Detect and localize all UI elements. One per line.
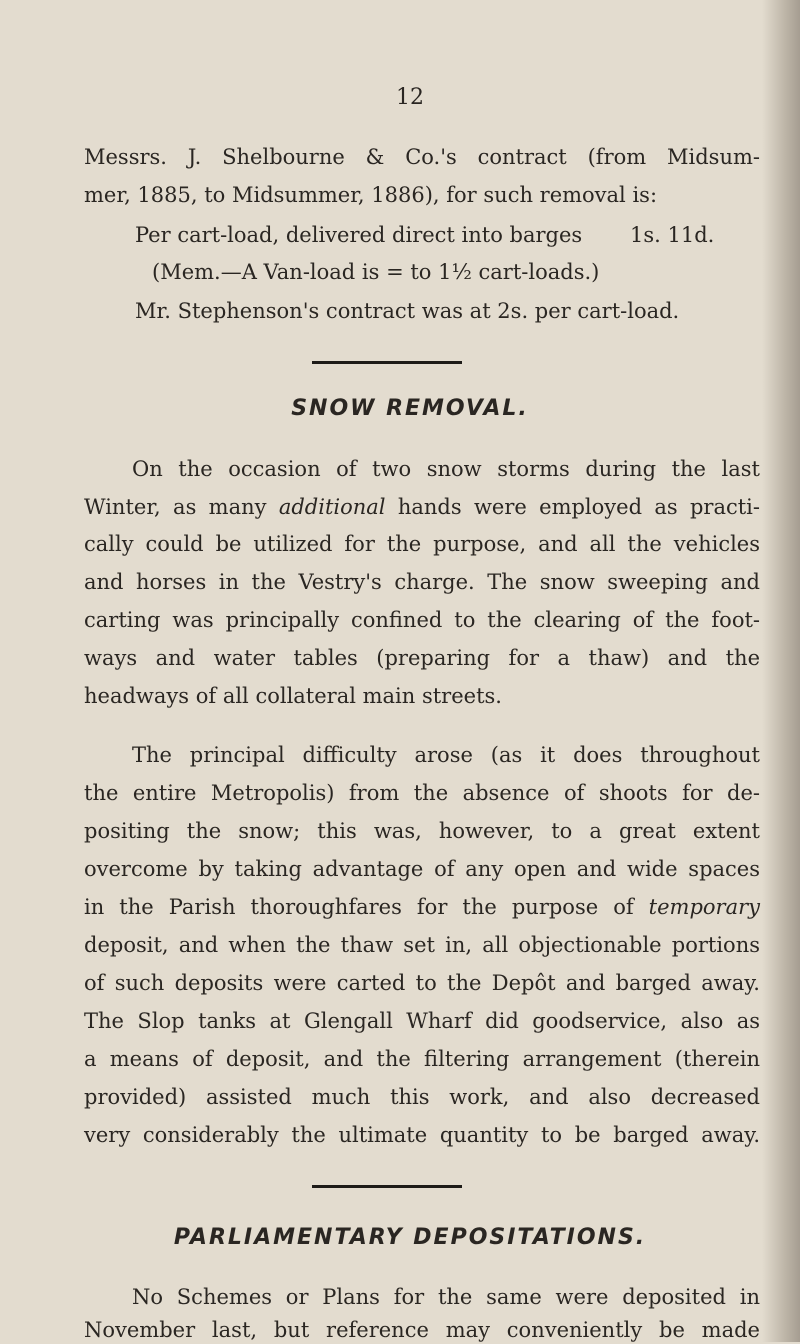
snow-p2-line-9: a means of deposit, and the filtering arrangement (therein [84, 1047, 760, 1071]
snow-p2-line-11: very considerably the ultimate quantity to be barged away. [84, 1123, 760, 1147]
snow-p2-line-3: positing the snow; this was, however, to a great extent [84, 819, 760, 843]
snow-p2-line-10: provided) assisted much this work, and also decreased [84, 1085, 760, 1109]
parliamentary-line-1: No Schemes or Plans for the same were deposited in [132, 1285, 760, 1309]
snow-p2-line-1: The principal difficulty arose (as it does throughout [132, 743, 760, 767]
section-divider-2 [312, 1185, 462, 1188]
snow-p2-line-7: of such deposits were carted to the Depôt and barged away. [84, 971, 760, 995]
snow-p2-line-5: in the Parish thoroughfares for the purpose of temporary [84, 895, 760, 919]
contract-line-2: mer, 1885, to Midsummer, 1886), for such removal is: [84, 183, 658, 207]
section-divider [312, 361, 462, 364]
stephenson-contract: Mr. Stephenson's contract was at 2s. per cart-load. [135, 299, 680, 323]
rate-value: 1s. 11d. [630, 223, 715, 247]
snow-removal-heading: SNOW REMOVAL. [291, 396, 529, 421]
rate-label: Per cart-load, delivered direct into barges [135, 223, 583, 247]
page-number: 12 [396, 85, 424, 110]
memo-line: (Mem.—A Van-load is = to 1½ cart-loads.) [152, 260, 600, 284]
snow-p2-line-6: deposit, and when the thaw set in, all objectionable portions [84, 933, 760, 957]
contract-line-1: Messrs. J. Shelbourne & Co.'s contract (from Midsum- [84, 145, 760, 169]
snow-p1-line-6: ways and water tables (preparing for a thaw) and the [84, 646, 760, 670]
parliamentary-heading: PARLIAMENTARY DEPOSITATIONS. [173, 1225, 647, 1250]
snow-p1-line-7: headways of all collateral main streets. [84, 684, 502, 708]
snow-p2-line-8: The Slop tanks at Glengall Wharf did goodservice, also as [84, 1009, 760, 1033]
snow-p1-line-1: On the occasion of two snow storms during the last [132, 457, 760, 481]
snow-p1-line-2: Winter, as many additional hands were employed as practi- [84, 495, 760, 519]
snow-p1-line-5: carting was principally confined to the clearing of the foot- [84, 608, 760, 632]
page-edge-shadow [762, 0, 800, 1342]
parliamentary-line-2: November last, but reference may conveniently be made [84, 1318, 760, 1342]
snow-p1-line-3: cally could be utilized for the purpose, and all the vehicles [84, 532, 760, 556]
snow-p1-line-4: and horses in the Vestry's charge. The snow sweeping and [84, 570, 760, 594]
snow-p2-line-4: overcome by taking advantage of any open and wide spaces [84, 857, 760, 881]
snow-p2-line-2: the entire Metropolis) from the absence of shoots for de- [84, 781, 760, 805]
